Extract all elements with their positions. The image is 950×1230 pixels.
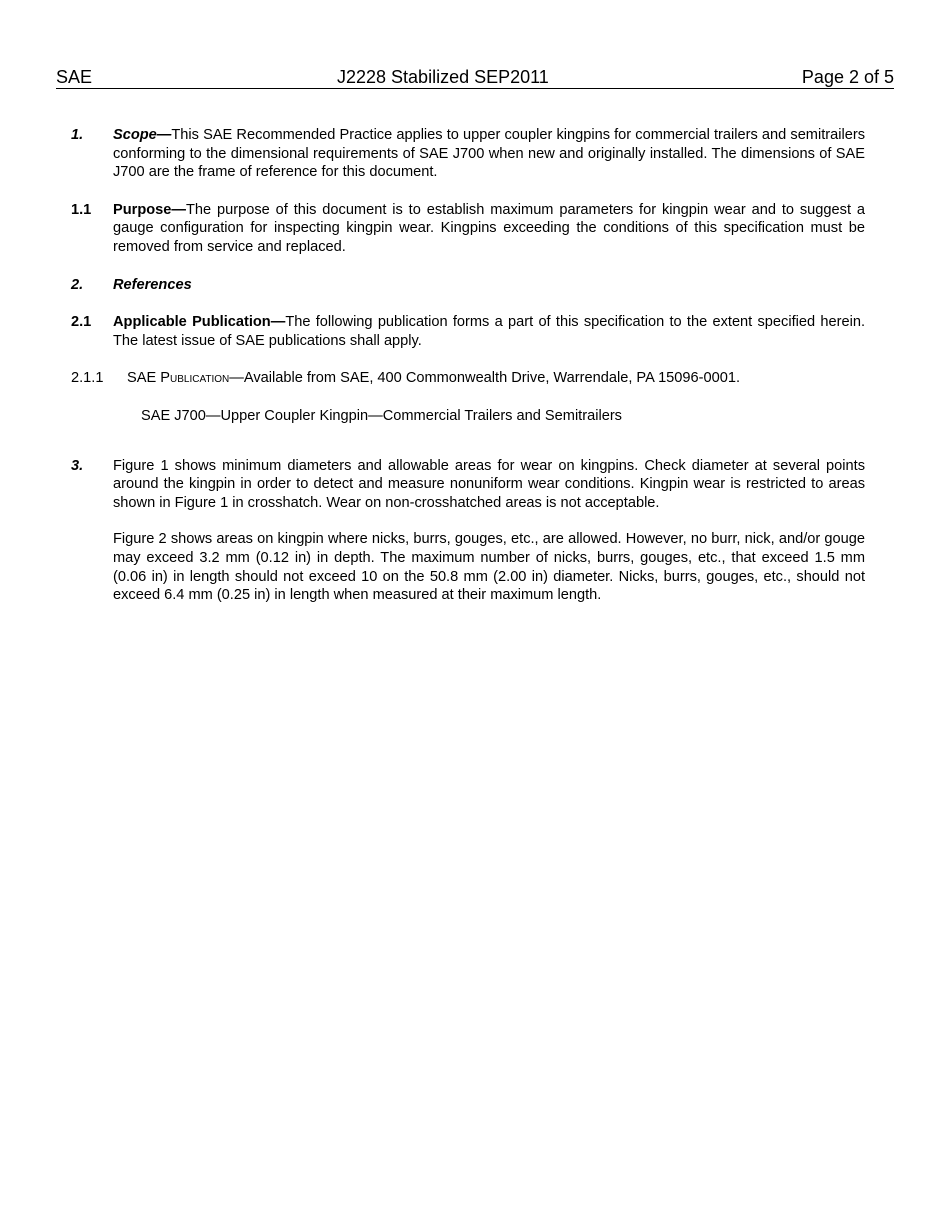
section-label: SAE Publication [127, 370, 230, 387]
section-text: The purpose of this document is to establish maximum parameters for kingpin wear and to suggest a gauge configuration for inspecting kingpin wear. Kingpins exceeding the conditions of this specification must be removed from service and replaced. [113, 201, 865, 255]
section-references [71, 276, 865, 295]
section-number: 2. [71, 276, 84, 293]
document-body [71, 126, 865, 605]
reference-item [71, 407, 865, 426]
section-text: —Available from SAE, 400 Commonwealth Drive, Warrendale, PA 15096-0001. [229, 370, 741, 387]
section-text: The following publication forms a part of this specification to the extent specified herein. The latest issue of SAE publications shall apply. [113, 314, 866, 349]
section-wear [71, 457, 865, 605]
reference-text: SAE J700—Upper Coupler Kingpin—Commercial Trailers and Semitrailers [141, 407, 622, 424]
section-number: 2.1 [71, 314, 92, 331]
section-text: This SAE Recommended Practice applies to upper coupler kingpins for commercial trailers and semitrailers conforming to the dimensional requirements of SAE J700 when new and originally installed. The dimensions of SAE J700 are the frame of reference for this document. [113, 127, 865, 181]
section-number: 1.1 [71, 201, 92, 218]
header-document-id: J2228 Stabilized SEP2011 [337, 67, 549, 87]
section-number: 1. [71, 127, 84, 143]
header-page-number: Page 2 of 5 [801, 67, 894, 87]
section-title: References [113, 276, 192, 293]
section-purpose [71, 201, 865, 257]
page-header [56, 67, 894, 89]
section-sae-publication [71, 369, 865, 388]
section-applicable-publication [71, 313, 865, 350]
header-org: SAE [56, 67, 93, 87]
wear-paragraph-1: Figure 1 shows minimum diameters and allowable areas for wear on kingpins. Check diameter at several points around the kingpin in order to detect and measure nonuniform wear conditions. Kingpin wear is restricted to areas shown in Figure 1 in crosshatch. Wear on non-crosshatched areas is not acceptable. [113, 457, 865, 511]
section-title: Applicable Publication— [113, 314, 286, 331]
section-title: Scope— [113, 127, 172, 143]
section-number: 2.1.1 [71, 370, 104, 387]
section-number: 3. [71, 457, 84, 474]
wear-paragraph-2: Figure 2 shows areas on kingpin where nicks, burrs, gouges, etc., are allowed. However, no burr, nick, and/or gouge may exceed 3.2 mm (0.12 in) in depth. The maximum number of nicks, burrs, gouges, etc., that exceed 1.5 mm (0.06 in) in length should not exceed 10 on the 50.8 mm (2.00 in) diameter. Nicks, burrs, gouges, etc., should not exceed 6.4 mm (0.25 in) in length when measured at their maximum length. [113, 531, 865, 604]
section-scope [71, 126, 865, 182]
section-title: Purpose— [113, 201, 186, 218]
